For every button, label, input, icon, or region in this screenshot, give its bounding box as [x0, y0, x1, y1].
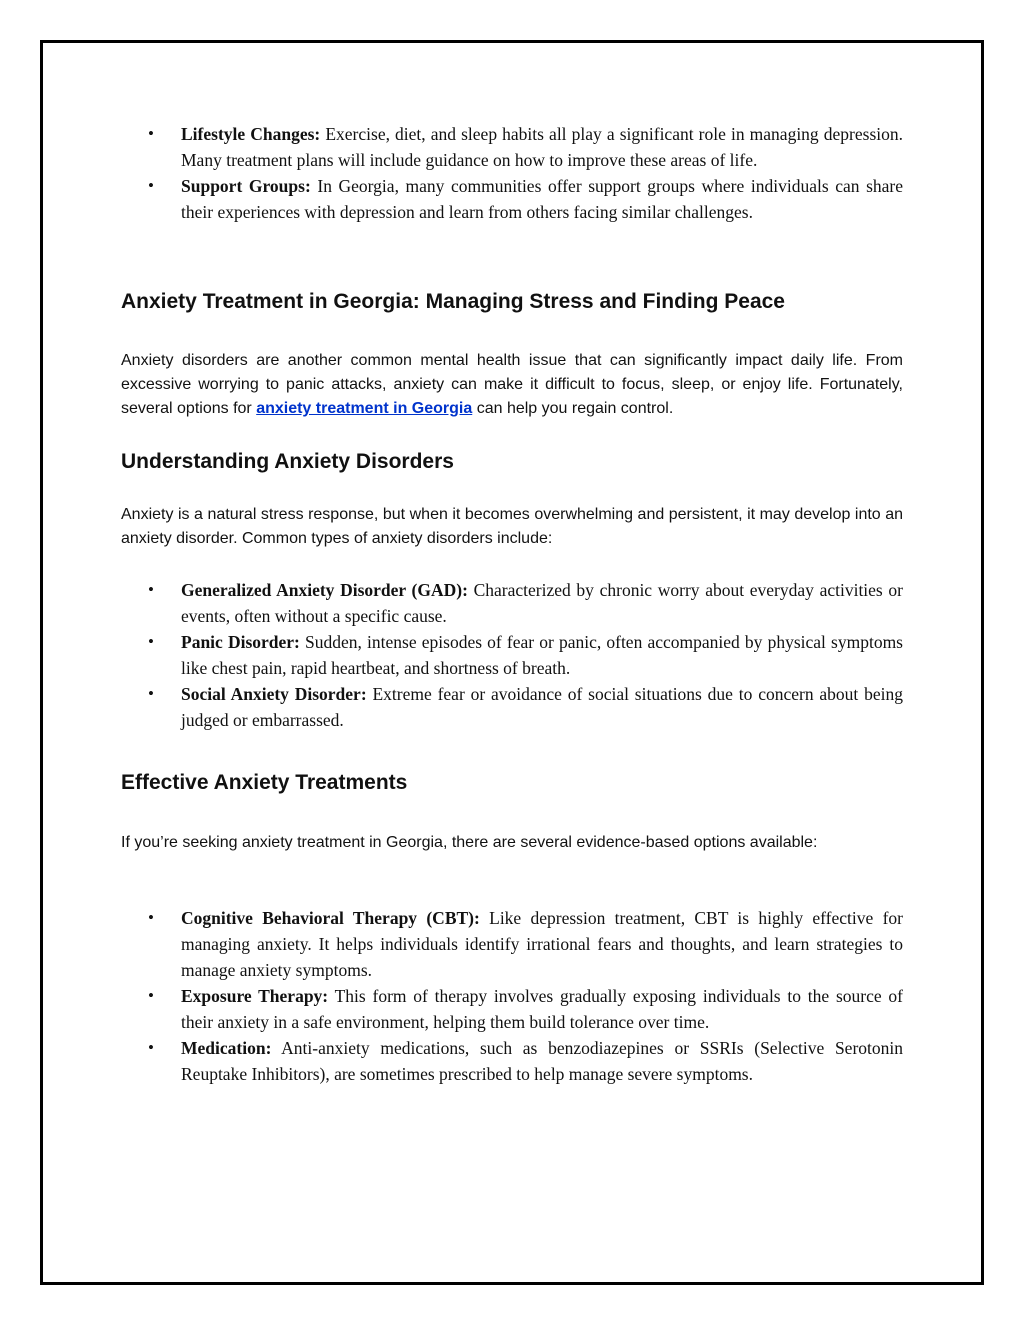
section-heading: Effective Anxiety Treatments	[121, 771, 408, 794]
list-item	[120, 983, 903, 1035]
bullet-icon: •	[148, 684, 154, 703]
list-item-term: Generalized Anxiety Disorder (GAD):	[181, 580, 468, 600]
list-item-term: Cognitive Behavioral Therapy (CBT):	[181, 908, 480, 928]
list-item-text: This form of therapy involves gradually exposing individuals to the source of their anxiety in a safe environment, helping them build tolerance over time.	[181, 986, 903, 1032]
list-item-term: Support Groups:	[181, 176, 311, 196]
list-item	[120, 173, 903, 225]
list-item	[120, 905, 903, 983]
list-item-term: Exposure Therapy:	[181, 986, 329, 1006]
paragraph	[121, 349, 903, 421]
list-item-text: Sudden, intense episodes of fear or panic, often accompanied by physical symptoms like chest pain, rapid heartbeat, and shortness of breath.	[181, 632, 903, 678]
list-item-text: In Georgia, many communities offer support groups where individuals can share their experiences with depression and learn from others facing similar challenges.	[181, 176, 903, 222]
section-heading: Anxiety Treatment in Georgia: Managing Stress and Finding Peace	[121, 290, 785, 313]
bullet-icon: •	[148, 632, 154, 651]
bullet-icon: •	[148, 176, 154, 195]
lifestyle-list	[120, 121, 903, 225]
bullet-icon: •	[148, 1038, 154, 1057]
list-item-term: Lifestyle Changes:	[181, 124, 321, 144]
list-item	[120, 629, 903, 681]
list-item	[120, 577, 903, 629]
list-item-text: Characterized by chronic worry about everyday activities or events, often without a specific cause.	[181, 580, 903, 626]
list-item-text: Anti-anxiety medications, such as benzodiazepines or SSRIs (Selective Serotonin Reuptake Inhibitors), are sometimes prescribed to help manage severe symptoms.	[181, 1038, 903, 1084]
section-heading: Understanding Anxiety Disorders	[121, 450, 454, 473]
list-item	[120, 681, 903, 733]
bullet-icon: •	[148, 124, 154, 143]
disorders-list	[120, 577, 903, 733]
list-item-term: Social Anxiety Disorder:	[181, 684, 367, 704]
paragraph-text: can help you regain control.	[472, 400, 674, 417]
bullet-icon: •	[148, 580, 154, 599]
paragraph: If you’re seeking anxiety treatment in Georgia, there are several evidence-based options available:	[121, 834, 818, 851]
bullet-icon: •	[148, 986, 154, 1005]
paragraph-text: Anxiety disorders are another common mental health issue that can significantly impact daily life. From excessive worrying to panic attacks, anxiety can make it difficult to focus, sleep, or enjoy life. Fortunately, several options for	[121, 352, 903, 417]
list-item	[120, 121, 903, 173]
list-item-term: Medication:	[181, 1038, 272, 1058]
list-item-text: Extreme fear or avoidance of social situations due to concern about being judged or embarrassed.	[181, 684, 903, 730]
bullet-icon: •	[148, 908, 154, 927]
list-item-text: Exercise, diet, and sleep habits all play a significant role in managing depression. Many treatment plans will include guidance on how to improve these areas of life.	[181, 124, 903, 170]
list-item	[120, 1035, 903, 1087]
list-item-term: Panic Disorder:	[181, 632, 300, 652]
paragraph: Anxiety is a natural stress response, but when it becomes overwhelming and persistent, it may develop into an anxiety disorder. Common types of anxiety disorders include:	[121, 506, 903, 547]
anxiety-treatment-link[interactable]: anxiety treatment in Georgia	[256, 400, 473, 417]
treatments-list	[120, 905, 903, 1087]
list-item-text: Like depression treatment, CBT is highly effective for managing anxiety. It helps individuals identify irrational fears and thoughts, and learn strategies to manage anxiety symptoms.	[181, 908, 903, 980]
